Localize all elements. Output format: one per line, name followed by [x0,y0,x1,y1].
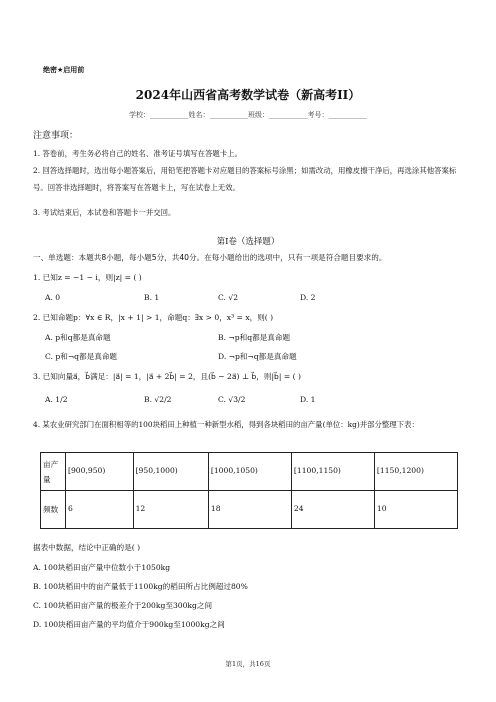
notes-heading: 注意事项： [33,131,79,141]
table-row [41,491,458,529]
table-header-cell: 亩产量 [41,453,66,491]
option-a: A. p和q都是真命题 [45,333,111,342]
option-a: A. 100块稻田亩产量中位数小于1050kg [33,563,171,572]
table-row [41,453,458,491]
confidential-label: 绝密★启用前 [43,66,85,74]
option-d: D. ¬p和¬q都是真命题 [218,352,297,361]
question-stem: 2. 已知命题p：∀x ∈ R，|x + 1| > 1，命题q：∃x > 0，x³ = x，则( ) [33,313,274,322]
question-followup: 据表中数据，结论中正确的是( ) [33,543,141,552]
option-a: A. 1/2 [45,395,68,404]
table-cell: [900,950) [66,453,134,491]
page-number: 第1页，共16页 [225,660,271,668]
table-cell: 10 [374,491,457,529]
table-cell: 6 [66,491,134,529]
part-title: 第I卷（选择题） [216,237,280,247]
question-stem: 4. 某农业研究部门在面积相等的100块稻田上种植一种新型水稻，得到各块稻田的亩产量(单位：kg)并部分整理下表： [33,420,419,429]
note-item: 3. 考试结束后，本试卷和答题卡一并交回。 [33,208,176,217]
section-heading: 一、单选题：本题共8小题，每小题5分，共40分。在每小题给出的选项中，只有一项是符合题目要求的。 [33,253,387,262]
option-c: C. 100块稻田亩产量的极差介于200kg至300kg之间 [33,601,213,610]
option-d: D. 1 [300,395,316,404]
option-b: B. 1 [144,293,160,302]
note-item: 2. 回答选择题时，选出每小题答案后，用铅笔把答题卡对应题目的答案标号涂黑；如需改动，用橡皮擦干净后，再选涂其他答案标号。回答非选择题时，将答案写在答题卡上，写在试卷上无效。 [33,166,457,192]
option-b: B. √2/2 [144,395,172,404]
table-cell: [1100,1150) [291,453,374,491]
student-info-line: 学校：___________姓名：___________班级：___________考号：___________ [129,111,367,119]
yield-table [40,452,458,529]
question-stem: 3. 已知向量a⃗，b⃗满足：|a⃗| = 1，|a⃗ + 2b⃗| = 2，且(b⃗ − 2a⃗) ⊥ b⃗，则|b⃗| = ( ) [33,372,301,381]
table-cell: [1150,1200) [374,453,457,491]
option-d: D. 100块稻田亩产量的平均值介于900kg至1000kg之间 [33,620,225,629]
page-title: 2024年山西省高考数学试卷（新高考II） [135,88,361,102]
note-item: 1. 答卷前，考生务必将自己的姓名、准考证号填写在答题卡上。 [33,149,242,158]
option-b: B. ¬p和q都是真命题 [218,333,291,342]
question-stem: 1. 已知z = −1 − i，则|z| = ( ) [33,273,142,282]
option-c: C. √2 [218,293,239,302]
table-header-cell: 频数 [41,491,66,529]
option-d: D. 2 [300,293,316,302]
table-cell: 24 [291,491,374,529]
table-cell: 12 [133,491,208,529]
table-cell: [950,1000) [133,453,208,491]
table-cell: 18 [208,491,291,529]
option-a: A. 0 [45,293,61,302]
table-cell: [1000,1050) [208,453,291,491]
option-b: B. 100块稻田中的亩产量低于1100kg的稻田所占比例超过80% [33,582,248,591]
option-c: C. p和¬q都是真命题 [45,352,118,361]
option-c: C. √3/2 [218,395,246,404]
